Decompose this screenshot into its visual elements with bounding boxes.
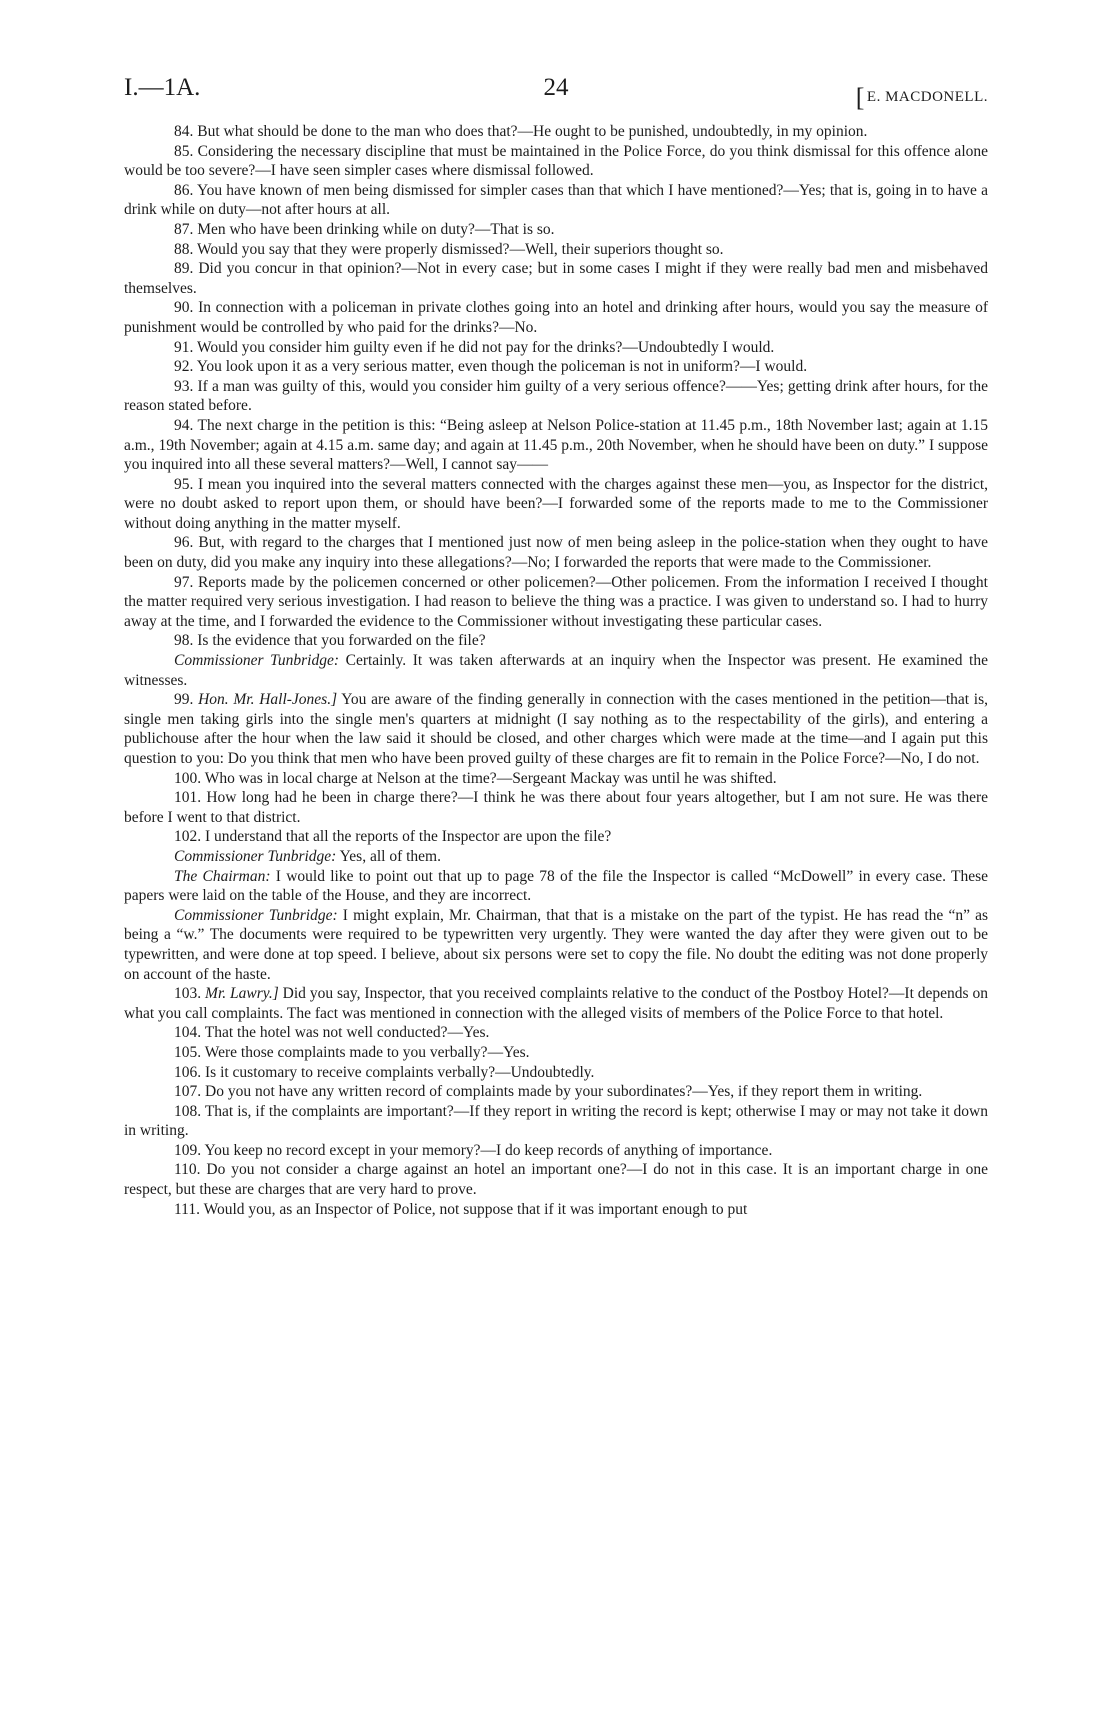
paragraph-text: I might explain, Mr. Chairman, that that is a mistake on the part of the typist. He has read the “n” as being a “w.” The documents were required to be typewritten very urgently. They were wanted the day after they were given out to be typewritten, and were done at top speed. I believe, about six persons were set to copy the file. No doubt the editing was not done properly on account of the haste. — [124, 906, 989, 983]
paragraph-text: Do you not have any written record of complaints made by your subordinates?—Yes, if they report them in writing. — [205, 1083, 923, 1101]
paragraph-text: Would you consider him guilty even if he did not pay for the drinks?—Undoubtedly I would. — [196, 338, 775, 356]
paragraph-text: Yes, all of them. — [339, 847, 441, 865]
witness-label: E. MACDONELL. — [866, 89, 988, 105]
paragraph-text: Men who have been drinking while on duty?—That is so. — [197, 220, 555, 238]
paragraph-text: You keep no record except in your memory?—I do keep records of anything of importance. — [204, 1141, 773, 1159]
transcript-paragraph — [124, 240, 988, 260]
transcript-paragraph — [124, 338, 988, 358]
question-number: 99. — [174, 691, 194, 709]
question-number: 90. — [174, 299, 194, 317]
paragraph-text: Certainly. It was taken afterwards at an inquiry when the Inspector was present. He examined the witnesses. — [124, 652, 988, 689]
question-number: 104. — [174, 1024, 202, 1042]
transcript-paragraph — [124, 1082, 988, 1102]
question-number: 84. — [174, 123, 194, 140]
question-number: 87. — [174, 220, 194, 238]
transcript-paragraph — [124, 984, 988, 1023]
question-number: 103. — [174, 985, 202, 1003]
transcript-paragraph — [124, 788, 988, 827]
question-number: 88. — [174, 240, 194, 258]
transcript-paragraph — [124, 181, 988, 220]
transcript-paragraph — [124, 1023, 988, 1043]
paragraph-text: In connection with a policeman in private clothes going into an hotel and drinking after hours, would you say the measure of punishment would be controlled by who paid for the drinks?—No. — [124, 299, 989, 336]
paragraph-text: Reports made by the policemen concerned or other policemen?—Other policemen. From the information I received I thought the matter required very serious investigation. I had reason to believe the thing was a practice. I was given to understand so. I had to hurry away at the time, and I forwarded the evidence to the Commissioner without investigating these particular cases. — [124, 573, 988, 630]
page-number: 24 — [543, 74, 569, 101]
transcript-paragraph — [124, 259, 988, 298]
paragraph-text: You are aware of the finding generally in connection with the cases mentioned in the petition—that is, single men taking girls into the single men's quarters at midnight (I say nothing as to the respectability of the girls), and entering a publichouse after the hour when the law said it should be closed, and other charges which were made at the time—and I again put this question to you: Do you think that men who have been proved guilty of these charges are fit to remain in the Police Force?—No, I do not. — [124, 691, 988, 767]
paragraph-text: Did you concur in that opinion?—Not in every case; but in some cases I might if they were really bad men and misbehaved themselves. — [124, 260, 989, 297]
transcript-paragraph — [124, 416, 988, 475]
question-number: 94. — [174, 416, 194, 434]
question-number: 101. — [174, 789, 202, 807]
transcript-paragraph — [124, 220, 988, 240]
question-number: 110. — [174, 1161, 201, 1179]
question-number: 89. — [174, 260, 194, 278]
question-number: 100. — [174, 769, 202, 787]
transcript-paragraph — [124, 1063, 988, 1083]
speaker-name: Commissioner Tunbridge: — [174, 652, 340, 670]
question-number: 96. — [174, 534, 194, 552]
paragraph-text: Who was in local charge at Nelson at the time?—Sergeant Mackay was until he was shifted. — [204, 769, 777, 787]
speaker-name: Mr. Lawry.] — [205, 985, 279, 1003]
transcript-paragraph — [124, 631, 988, 651]
paragraph-text: That is, if the complaints are important?—If they report in writing the record is kept; otherwise I may or may not take it down in writing. — [124, 1102, 988, 1140]
transcript-paragraph — [124, 1160, 988, 1199]
paragraph-text: Considering the necessary discipline that must be maintained in the Police Force, do you think dismissal for this offence alone would be too severe?—I have seen simpler cases where dismissal followed. — [124, 142, 988, 180]
paragraph-text: But what should be done to the man who does that?—He ought to be punished, undoubtedly, in my opinion. — [197, 123, 868, 140]
question-number: 93. — [174, 377, 194, 395]
speaker-name: Commissioner Tunbridge: — [174, 906, 338, 924]
transcript-paragraph — [124, 298, 988, 337]
paragraph-text: How long had he been in charge there?—I think he was there about four years altogether, but I am not sure. He was there before I went to that district. — [124, 789, 989, 826]
speaker-name: The Chairman: — [174, 867, 271, 885]
transcript-paragraph — [124, 847, 988, 867]
transcript-paragraph — [124, 690, 988, 768]
paragraph-text: Would you say that they were properly dismissed?—Well, their superiors thought so. — [196, 240, 724, 258]
paragraph-text: Do you not consider a charge against an hotel an important one?—I do not in this case. It is an important charge in one respect, but these are charges that are very hard to prove. — [124, 1161, 988, 1199]
transcript-paragraph — [124, 1043, 988, 1063]
transcript-paragraph — [124, 573, 988, 632]
transcript-paragraph — [124, 769, 988, 789]
question-number: 95. — [174, 475, 194, 493]
transcript-paragraph — [124, 377, 988, 416]
speaker-name: Hon. Mr. Hall-Jones.] — [198, 691, 338, 709]
paragraph-text: You look upon it as a very serious matter, even though the policeman is not in uniform?—I would. — [196, 358, 808, 376]
transcript-paragraph — [124, 651, 988, 690]
transcript-paragraph — [124, 827, 988, 847]
question-number: 86. — [174, 181, 194, 199]
transcript-paragraph — [124, 1200, 988, 1220]
question-number: 111. — [174, 1200, 200, 1218]
transcript-paragraph — [124, 357, 988, 377]
question-number: 98. — [174, 632, 194, 650]
question-number: 102. — [174, 828, 202, 846]
paragraph-text: Is the evidence that you forwarded on the file? — [197, 632, 486, 650]
document-body — [124, 122, 988, 1219]
question-number: 105. — [174, 1043, 202, 1061]
paragraph-text: I mean you inquired into the several matters connected with the charges against these men—you, as Inspector for the district, were no doubt asked to report upon them, or should have been?—I forwarded some of the reports made to me to the Commissioner without doing anything in the matter myself. — [124, 475, 988, 532]
witness-name — [855, 78, 988, 112]
page-header — [124, 74, 988, 112]
bracket-glyph: [ — [855, 83, 865, 112]
transcript-paragraph — [124, 1102, 988, 1141]
paragraph-text: The next charge in the petition is this: “Being asleep at Nelson Police-station at 11.45 p.m., 18th November last; again at 1.15 a.m., 19th November; again at 4.15 a.m. same day; and again at 11.45 p.m., 20th November, when he should have been on duty.” I suppose you inquired into all these several matters?—Well, I cannot say—— — [124, 416, 988, 474]
question-number: 85. — [174, 142, 194, 160]
speaker-name: Commissioner Tunbridge: — [174, 847, 337, 865]
paragraph-text: I would like to point out that up to page 78 of the file the Inspector is called “McDowell” in every case. These papers were laid on the table of the House, and they are incorrect. — [124, 867, 988, 905]
transcript-paragraph — [124, 533, 988, 572]
paragraph-text: I understand that all the reports of the Inspector are upon the file? — [205, 828, 612, 846]
transcript-paragraph — [124, 142, 988, 181]
transcript-paragraph — [124, 867, 988, 906]
question-number: 106. — [174, 1063, 202, 1081]
paragraph-text: Were those complaints made to you verbally?—Yes. — [204, 1043, 530, 1061]
paragraph-text: You have known of men being dismissed for simpler cases than that which I have mentioned?—Yes; that is, going in to have a drink while on duty—not after hours at all. — [124, 181, 988, 219]
question-number: 91. — [174, 338, 194, 356]
question-number: 97. — [174, 573, 194, 591]
transcript-paragraph — [124, 475, 988, 534]
transcript-paragraph — [124, 906, 988, 984]
paper-reference: I.—1A. — [124, 74, 201, 101]
transcript-paragraph — [124, 122, 988, 142]
question-number: 108. — [174, 1102, 202, 1120]
paragraph-text: If a man was guilty of this, would you consider him guilty of a very serious offence?——Yes; getting drink after hours, for the reason stated before. — [124, 377, 988, 415]
transcript-paragraph — [124, 1141, 988, 1161]
paragraph-text: Did you say, Inspector, that you received complaints relative to the conduct of the Postboy Hotel?—It depends on what you call complaints. The fact was mentioned in connection with the alleged visits of members of the Police Force to that hotel. — [124, 985, 989, 1022]
paragraph-text: Would you, as an Inspector of Police, not suppose that if it was important enough to put — [203, 1200, 748, 1218]
paragraph-text: Is it customary to receive complaints verbally?—Undoubtedly. — [205, 1063, 595, 1081]
paragraph-text: But, with regard to the charges that I mentioned just now of men being asleep in the police-station when they ought to have been on duty, did you make any inquiry into these allegations?—No; I forwarded the reports that were made to the Commissioner. — [124, 534, 989, 572]
question-number: 107. — [174, 1083, 202, 1101]
question-number: 109. — [174, 1141, 202, 1159]
paragraph-text: That the hotel was not well conducted?—Yes. — [204, 1024, 490, 1042]
question-number: 92. — [174, 358, 194, 376]
